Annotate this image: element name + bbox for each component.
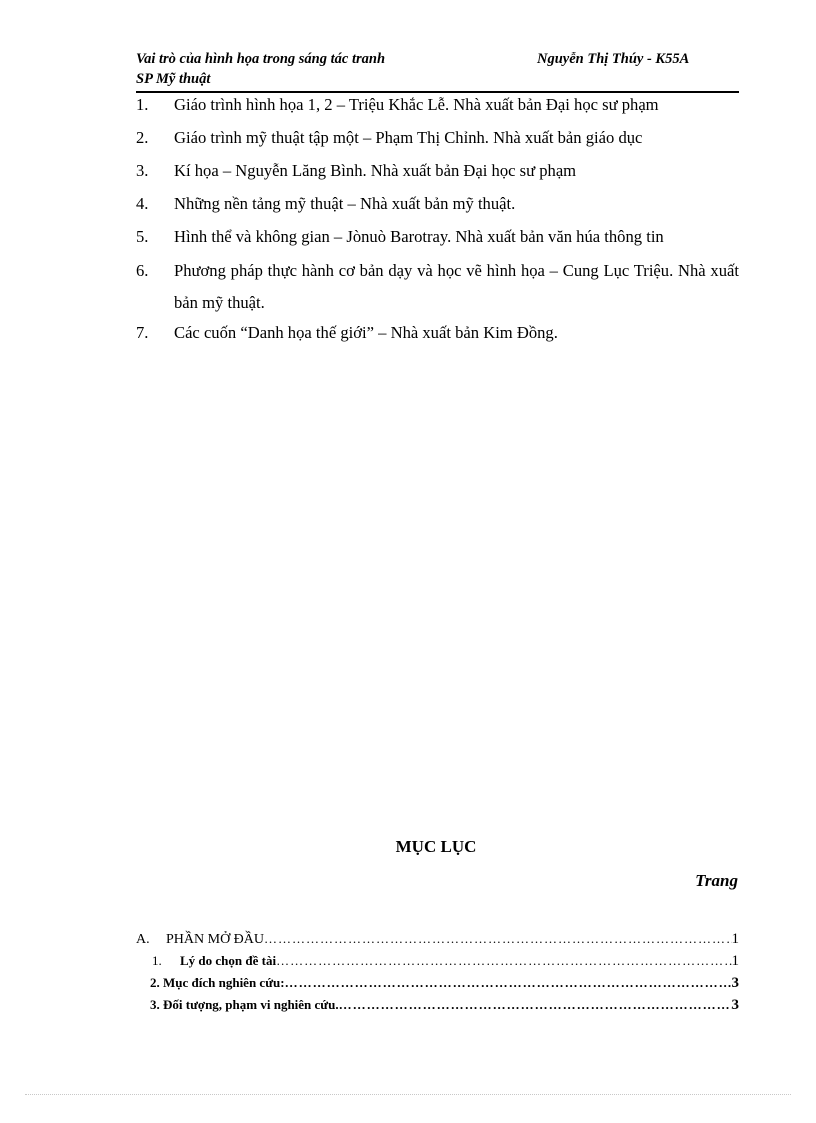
toc-entry-number: A. — [136, 932, 150, 947]
toc-leader-dots — [339, 997, 732, 1013]
reference-number: 6. — [136, 261, 149, 280]
reference-text: Kí họa – Nguyễn Lăng Bình. Nhà xuất bản Đại học sư phạm — [174, 161, 577, 180]
reference-number: 5. — [136, 227, 149, 246]
reference-text: Giáo trình hình họa 1, 2 – Triệu Khắc Lễ. Nhà xuất bản Đại học sư phạm — [174, 95, 659, 114]
toc-entry-label: Lý do chọn đề tài — [180, 953, 277, 968]
reference-item — [136, 322, 739, 344]
toc-entry — [136, 975, 739, 997]
toc-title: MỤC LỤC — [395, 837, 477, 856]
reference-text: Hình thể và không gian – Jònuò Barotray. Nhà xuất bản văn húa thông tin — [174, 227, 664, 246]
toc-entry-label: 2. Mục đích nghiên cứu: — [150, 975, 285, 990]
reference-number: 3. — [136, 161, 149, 180]
toc-entry-page: 1 — [731, 931, 739, 947]
reference-number: 2. — [136, 128, 149, 147]
toc-leader-dots — [276, 953, 731, 969]
reference-number: 1. — [136, 95, 149, 114]
header-subtitle: SP Mỹ thuật — [136, 71, 211, 87]
toc-entry-page: 3 — [731, 975, 739, 991]
reference-item — [136, 255, 739, 319]
reference-text: Giáo trình mỹ thuật tập một – Phạm Thị Chỉnh. Nhà xuất bản giáo dục — [174, 128, 643, 147]
table-of-contents — [136, 931, 739, 1019]
footer-divider — [25, 1094, 791, 1095]
toc-entry-page: 3 — [731, 997, 739, 1013]
toc-leader-dots — [285, 975, 732, 991]
reference-text: Các cuốn “Danh họa thế giới” – Nhà xuất bản Kim Đồng. — [174, 323, 558, 342]
reference-item — [136, 193, 739, 215]
toc-entry — [136, 997, 739, 1019]
toc-entry-number: 1. — [152, 953, 162, 968]
reference-list — [136, 94, 739, 355]
reference-item — [136, 94, 739, 116]
toc-leader-dots — [264, 931, 731, 947]
reference-item — [136, 226, 739, 248]
reference-number: 7. — [136, 323, 149, 342]
reference-number: 4. — [136, 194, 149, 213]
toc-entry-page: 1 — [731, 953, 739, 969]
toc-entry — [136, 953, 739, 975]
toc-entry-label: PHẦN MỞ ĐẦU — [166, 932, 265, 947]
header-title: Vai trò của hình họa trong sáng tác tranh — [136, 51, 386, 67]
toc-entry — [136, 931, 739, 953]
reference-item — [136, 127, 739, 149]
toc-page-label: Trang — [695, 871, 738, 890]
reference-text: Phương pháp thực hành cơ bản dạy và học vẽ hình họa – Cung Lục Triệu. Nhà xuất bản mỹ thuật. — [174, 261, 739, 312]
reference-text: Những nền tảng mỹ thuật – Nhà xuất bản mỹ thuật. — [174, 194, 516, 213]
page-header — [136, 49, 739, 93]
toc-entry-label: 3. Đối tượng, phạm vi nghiên cứu. — [150, 997, 339, 1012]
reference-item — [136, 160, 739, 182]
header-author: Nguyễn Thị Thúy - K55A — [537, 51, 690, 67]
